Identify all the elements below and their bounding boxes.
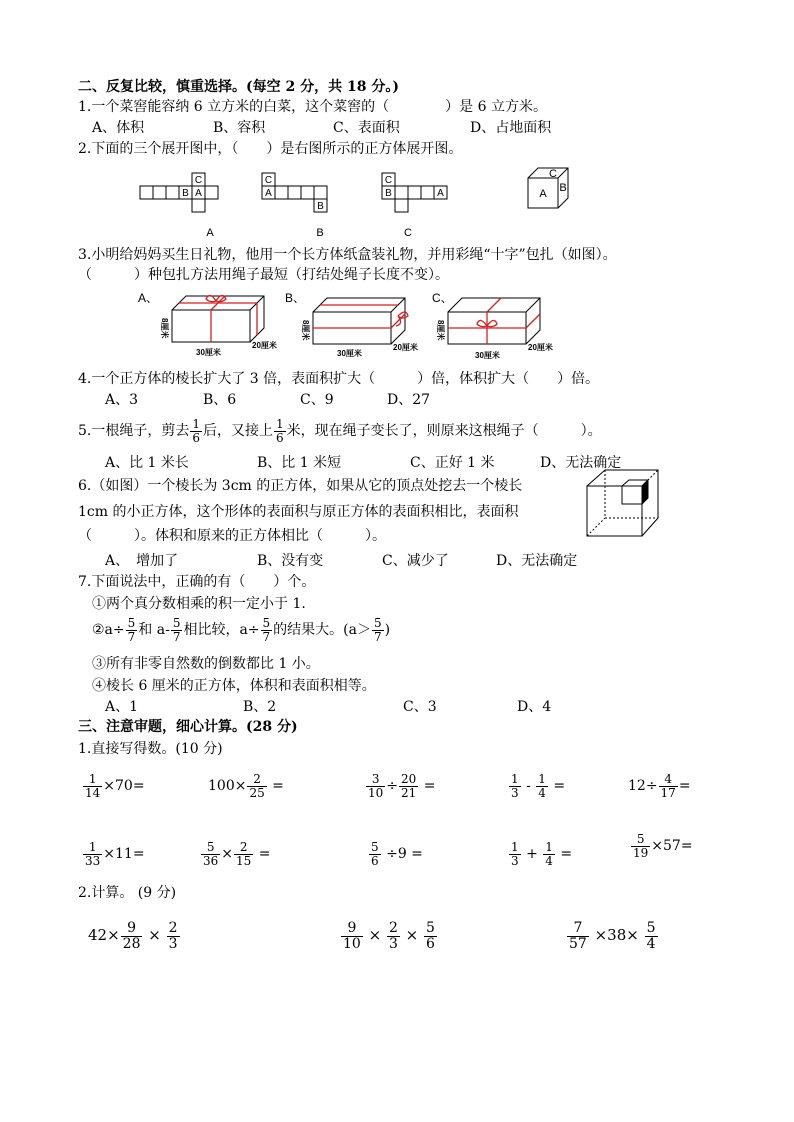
q7-statement-4: ④棱长 6 厘米的正方体，体积和表面积相等。: [92, 678, 376, 694]
box-a-label: A、: [138, 291, 159, 305]
question-7: 7.下面说法中，正确的有（ ）个。: [78, 574, 316, 590]
section-3-part-1: 1.直接写得数。(10 分): [78, 741, 223, 757]
box-a-length: 30厘米: [196, 348, 221, 357]
calc-r3-a: 42× $\frac{9}{28}$ × $\frac{2}{3}$: [88, 919, 178, 952]
calc-r2-e: $\frac{5}{19}$ ×57=: [633, 831, 693, 860]
net-a-face-a: A: [195, 188, 202, 199]
calc-r1-e: 12÷ $\frac{4}{17}$ =: [628, 771, 691, 800]
calc-r1-b: 100× $\frac{2}{25}$ =: [208, 771, 284, 800]
calc-r1-d: $\frac{1}{3}$ - $\frac{1}{4}$ =: [511, 771, 566, 800]
box-a-height: 8厘米: [160, 318, 169, 339]
q6-option-d: D、无法确定: [496, 553, 578, 569]
net-c-face-c: C: [384, 175, 393, 186]
q7-option-d: D、4: [517, 699, 552, 715]
q5-option-c: C、正好 1 米: [410, 455, 495, 471]
box-b-width: 20厘米: [393, 343, 418, 352]
cube-face-c: C: [549, 168, 557, 180]
q5-text-2: 后，又接上: [203, 423, 273, 439]
calc-r3-c: $\frac{7}{57}$ ×38× $\frac{5}{4}$: [569, 919, 656, 952]
cube-face-a: A: [539, 188, 547, 200]
net-b-face-a: A: [265, 188, 272, 199]
section-2-heading: 二、反复比较，慎重选择。(每空 2 分，共 18 分。): [78, 79, 399, 95]
q5-option-a: A、比 1 米长: [105, 455, 189, 471]
box-c-height: 8厘米: [436, 320, 445, 341]
net-b-face-b: B: [317, 201, 324, 212]
section-3-heading: 三、注意审题，细心计算。(28 分): [78, 719, 298, 735]
calc-r2-d: $\frac{1}{3}$ + $\frac{1}{4}$ =: [511, 839, 573, 868]
ribbons: [179, 295, 540, 344]
q7-option-c: C、3: [403, 699, 437, 715]
section-3-part-2: 2.计算。 (9 分): [78, 885, 177, 901]
net-a-label: A: [206, 227, 214, 239]
net-a-face-b: B: [182, 188, 189, 199]
calc-r1-a: $\frac{1}{14}$ ×70=: [85, 771, 145, 800]
q1-option-a: A、体积: [92, 120, 145, 136]
q7-statement-3: ③所有非零自然数的倒数都比 1 小。: [92, 656, 320, 672]
q6-option-a: A、 增加了: [105, 553, 179, 569]
q1-option-c: C、表面积: [333, 120, 400, 136]
q5-option-b: B、比 1 米短: [257, 455, 342, 471]
q5-option-d: D、无法确定: [540, 455, 622, 471]
q4-option-c: C、9: [300, 392, 334, 408]
net-b-label: B: [316, 227, 324, 239]
cube-face-b: B: [559, 182, 567, 194]
q6-option-c: C、减少了: [382, 553, 449, 569]
gift-box-figure: [130, 282, 570, 360]
q7-statement-2: ②a÷ $\frac{5}{7}$ 和 a- $\frac{5}{7}$ 相比较，a÷ $\frac{5}{7}$ 的结果大。(a＞ $\frac{5}{7}$ ): [92, 615, 391, 644]
net-c-face-b: B: [385, 188, 392, 199]
q5-text-1: 5.一根绳子，剪去: [78, 423, 190, 439]
box-b-label: B、: [285, 291, 306, 305]
q4-option-b: B、6: [203, 392, 237, 408]
hollowed-cube-figure: [582, 466, 662, 540]
box-a-width: 20厘米: [252, 341, 277, 350]
calc-r3-b: $\frac{9}{10}$ × $\frac{2}{3}$ × $\frac{5}{6}$: [343, 919, 435, 952]
box-b-height: 8厘米: [301, 320, 310, 341]
box-c-length: 30厘米: [475, 351, 500, 360]
q6-option-b: B、没有变: [257, 553, 324, 569]
q7-option-b: B、2: [243, 699, 277, 715]
question-1: 1.一个菜窖能容纳 6 立方米的白菜，这个菜窖的（ ）是 6 立方米。: [78, 99, 547, 115]
q4-option-a: A、3: [105, 392, 139, 408]
net-a-face-c: C: [194, 175, 203, 186]
calc-r2-a: $\frac{1}{33}$ ×11=: [85, 839, 145, 868]
question-6-line-1: 6.（如图）一个棱长为 3cm 的正方体，如果从它的顶点处挖去一个棱长: [78, 478, 523, 494]
q5-text-3: 米，现在绳子变长了，则原来这根绳子（ ）。: [286, 423, 602, 439]
q7-statement-1: ①两个真分数相乘的积一定小于 1.: [92, 596, 306, 612]
question-5: [78, 416, 602, 446]
calc-r1-c: $\frac{3}{10}$ ÷ $\frac{20}{21}$ =: [368, 771, 436, 800]
q5-fraction-2: $\frac{1}{6}$: [276, 416, 284, 445]
box-c-label: C、: [432, 291, 453, 305]
q4-option-d: D、27: [387, 392, 431, 408]
q1-option-b: B、容积: [213, 120, 266, 136]
calc-r2-c: $\frac{5}{6}$ ÷9 =: [371, 839, 423, 868]
box-c-width: 20厘米: [528, 343, 553, 352]
q7-option-a: A、1: [105, 699, 139, 715]
question-6-line-3: （ ）。体积和原来的正方体相比（ ）。: [78, 528, 386, 544]
question-6-line-2: 1cm 的小正方体，这个形体的表面积与原正方体的表面积相比，表面积: [78, 504, 519, 520]
q5-fraction-1: $\frac{1}{6}$: [192, 416, 200, 445]
net-c-label: C: [404, 227, 412, 239]
calc-r2-b: $\frac{5}{36}$ × $\frac{2}{15}$ =: [203, 839, 271, 868]
net-c-face-a: A: [437, 188, 444, 199]
question-2: 2.下面的三个展开图中，（ ）是右图所示的正方体展开图。: [78, 141, 463, 157]
question-3-line-2: （ ）种包扎方法用绳子最短（打结处绳子长度不变）。: [78, 267, 449, 283]
cube-nets-figure: [130, 160, 590, 240]
net-b-face-c: C: [264, 175, 273, 186]
box-b-length: 30厘米: [337, 349, 362, 358]
question-4: 4.一个正方体的棱长扩大了 3 倍，表面积扩大（ ）倍，体积扩大（ ）倍。: [78, 371, 600, 387]
question-3-line-1: 3.小明给妈妈买生日礼物，他用一个长方体纸盒装礼物，并用彩绳“十字”包扎（如图）。: [78, 247, 617, 263]
q1-option-d: D、占地面积: [470, 120, 552, 136]
